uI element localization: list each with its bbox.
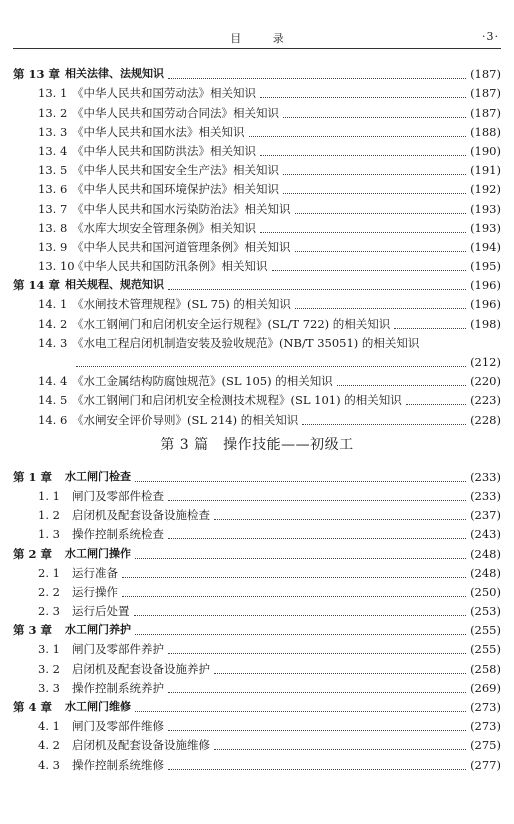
- entry-number: 13. 7: [38, 201, 68, 216]
- entry-number: 第 1 章: [13, 469, 53, 484]
- entry-page: (250): [470, 584, 501, 599]
- entry-number: 14. 3: [38, 335, 68, 350]
- entry-page: (258): [470, 661, 501, 676]
- dot-leader: [295, 212, 467, 214]
- dot-leader: [168, 499, 466, 501]
- entry-page: (196): [470, 278, 501, 293]
- header-title: 目 录: [230, 32, 298, 45]
- entry-title: 水工闸门养护: [65, 623, 131, 637]
- dot-leader: [122, 576, 466, 578]
- entry-number: 14. 1: [38, 297, 68, 312]
- dot-leader: [168, 652, 466, 654]
- toc-entry: [13, 714, 501, 733]
- entry-title: 《中华人民共和国河道管理条例》相关知识: [72, 239, 291, 254]
- entry-number: 13. 3: [38, 124, 68, 139]
- dot-leader: [214, 748, 466, 750]
- toc-chapter: [13, 273, 501, 292]
- dot-leader: [214, 672, 466, 674]
- entry-number: 1. 2: [38, 508, 60, 523]
- entry-title: 《中华人民共和国安全生产法》相关知识: [72, 163, 279, 178]
- entry-page: (187): [470, 86, 501, 101]
- entry-page: (196): [470, 297, 501, 312]
- page-number: ·3·: [482, 30, 499, 43]
- entry-number: 3. 2: [38, 661, 60, 676]
- toc-entry: [13, 158, 501, 177]
- toc-entry: [13, 120, 501, 139]
- entry-page: (233): [470, 488, 501, 503]
- entry-title: 闸门及零部件检查: [72, 488, 164, 503]
- entry-title: 启闭机及配套设备设施养护: [72, 661, 210, 676]
- toc-list-part3: [13, 465, 501, 772]
- entry-title: 启闭机及配套设备设施维修: [72, 738, 210, 753]
- entry-number: 13. 8: [38, 220, 68, 235]
- toc-entry: [13, 676, 501, 695]
- entry-number: 4. 3: [38, 757, 60, 772]
- entry-title: 运行准备: [72, 565, 118, 580]
- entry-title: 水工闸门维修: [65, 700, 131, 714]
- toc-entry: [13, 656, 501, 675]
- entry-title: 闸门及零部件维修: [72, 719, 164, 734]
- entry-title: 相关规程、规范知识: [65, 278, 164, 292]
- entry-page: (248): [470, 546, 501, 561]
- toc-entry: [13, 522, 501, 541]
- entry-title: 操作控制系统养护: [72, 680, 164, 695]
- dot-leader: [283, 116, 466, 118]
- dot-leader: [337, 384, 466, 386]
- dot-leader: [260, 154, 466, 156]
- entry-number: 4. 2: [38, 738, 60, 753]
- entry-page: (228): [470, 412, 501, 427]
- dot-leader: [134, 614, 467, 616]
- entry-number: 13. 2: [38, 105, 68, 120]
- entry-title: 《中华人民共和国水污染防治法》相关知识: [72, 201, 291, 216]
- toc-entry: [13, 388, 501, 407]
- dot-leader: [135, 633, 466, 635]
- toc-entry: [13, 292, 501, 311]
- entry-number: 14. 2: [38, 316, 68, 331]
- toc-entry: [13, 407, 501, 426]
- toc-entry: [13, 733, 501, 752]
- entry-number: 1. 3: [38, 527, 60, 542]
- entry-number: 14. 5: [38, 393, 68, 408]
- entry-title: 操作控制系统维修: [72, 757, 164, 772]
- dot-leader: [135, 480, 466, 482]
- entry-title: 启闭机及配套设备设施检查: [72, 508, 210, 523]
- toc-chapter: [13, 465, 501, 484]
- toc-chapter: [13, 62, 501, 81]
- page-header: [13, 28, 501, 49]
- toc-entry: [13, 561, 501, 580]
- entry-page: (237): [470, 508, 501, 523]
- toc-entry: [13, 599, 501, 618]
- entry-page: (277): [470, 757, 501, 772]
- toc-entry: [13, 254, 501, 273]
- toc-entry-line: [38, 331, 501, 350]
- dot-leader: [135, 710, 466, 712]
- dot-leader: [295, 307, 466, 309]
- dot-leader: [168, 768, 466, 770]
- dot-leader: [122, 595, 466, 597]
- entry-number: 14. 6: [38, 412, 68, 427]
- toc-entry: [13, 196, 501, 215]
- entry-page: (255): [470, 623, 501, 638]
- entry-number: 2. 2: [38, 584, 60, 599]
- entry-page: (193): [470, 220, 501, 235]
- entry-page: (275): [470, 738, 501, 753]
- entry-title: 《水工金属结构防腐蚀规范》(SL 105) 的相关知识: [72, 374, 333, 389]
- entry-page: (248): [470, 565, 501, 580]
- entry-number: 13. 5: [38, 163, 68, 178]
- entry-number: 4. 1: [38, 719, 60, 734]
- entry-page: (188): [470, 124, 501, 139]
- dot-leader: [135, 557, 466, 559]
- entry-title: 《中华人民共和国防洪法》相关知识: [72, 143, 256, 158]
- dot-leader: [214, 518, 466, 520]
- dot-leader: [272, 269, 467, 271]
- part-heading: 第 3 篇 操作技能——初级工: [160, 436, 354, 453]
- entry-number: 第 14 章: [13, 278, 61, 293]
- dot-leader: [168, 288, 466, 290]
- entry-page: (191): [470, 163, 501, 178]
- toc-entry: [13, 752, 501, 771]
- entry-number: 3. 1: [38, 642, 60, 657]
- entry-title: 《水库大坝安全管理条例》相关知识: [72, 220, 256, 235]
- dot-leader: [302, 423, 466, 425]
- toc-entry: [13, 311, 501, 330]
- dot-leader: [168, 77, 466, 79]
- entry-page: (273): [470, 700, 501, 715]
- toc-entry-line: [38, 350, 501, 369]
- entry-title: 操作控制系统检查: [72, 527, 164, 542]
- entry-number: 3. 3: [38, 680, 60, 695]
- entry-page: (253): [470, 604, 501, 619]
- toc-entry: [13, 81, 501, 100]
- dot-leader: [249, 135, 467, 137]
- entry-number: 第 4 章: [13, 700, 53, 715]
- entry-number: 1. 1: [38, 488, 60, 503]
- dot-leader: [260, 96, 466, 98]
- dot-leader: [168, 537, 466, 539]
- entry-title: 《中华人民共和国防汛条例》相关知识: [72, 259, 268, 274]
- entry-page: (187): [470, 105, 501, 120]
- entry-number: 13. 10: [38, 259, 75, 274]
- toc-chapter: [13, 695, 501, 714]
- toc-entry: [13, 637, 501, 656]
- entry-page: (223): [470, 393, 501, 408]
- dot-leader: [295, 250, 467, 252]
- dot-leader: [394, 327, 466, 329]
- entry-title: 《水闸安全评价导则》(SL 214) 的相关知识: [72, 412, 299, 427]
- entry-title: 《中华人民共和国水法》相关知识: [72, 124, 245, 139]
- entry-page: (195): [470, 259, 501, 274]
- entry-page: (255): [470, 642, 501, 657]
- entry-title: 运行操作: [72, 584, 118, 599]
- entry-number: 13. 9: [38, 239, 68, 254]
- entry-page: (233): [470, 469, 501, 484]
- dot-leader: [260, 231, 466, 233]
- entry-title: 运行后处置: [72, 604, 130, 619]
- dot-leader: [168, 729, 466, 731]
- entry-page: (220): [470, 374, 501, 389]
- entry-number: 13. 1: [38, 86, 68, 101]
- entry-title: 《水闸技术管理规程》(SL 75) 的相关知识: [72, 297, 291, 312]
- entry-title: 《水工钢闸门和启闭机安全检测技术规程》(SL 101) 的相关知识: [72, 393, 402, 408]
- entry-number: 13. 4: [38, 143, 68, 158]
- entry-number: 第 2 章: [13, 546, 53, 561]
- entry-page: (194): [470, 239, 501, 254]
- entry-title: 相关法律、法规知识: [65, 67, 164, 81]
- entry-page: (187): [470, 67, 501, 82]
- entry-page: (193): [470, 201, 501, 216]
- entry-title: 《水电工程启闭机制造安装及验收规范》(NB/T 35051) 的相关知识: [72, 335, 420, 350]
- toc-list-part2: [13, 62, 501, 427]
- toc-chapter: [13, 541, 501, 560]
- entry-page: (190): [470, 143, 501, 158]
- toc-entry: [13, 139, 501, 158]
- entry-page: (198): [470, 316, 501, 331]
- dot-leader: [283, 173, 466, 175]
- entry-page: (269): [470, 680, 501, 695]
- entry-number: 14. 4: [38, 374, 68, 389]
- dot-leader: [283, 192, 466, 194]
- entry-title: 《中华人民共和国环境保护法》相关知识: [72, 182, 279, 197]
- toc-entry: [13, 580, 501, 599]
- toc-entry: [13, 216, 501, 235]
- toc-chapter: [13, 618, 501, 637]
- entry-title: 水工闸门操作: [65, 546, 131, 560]
- entry-page: (273): [470, 719, 501, 734]
- toc-entry: [13, 235, 501, 254]
- entry-page: (192): [470, 182, 501, 197]
- entry-number: 第 13 章: [13, 67, 61, 82]
- entry-title: 水工闸门检查: [65, 469, 131, 483]
- entry-title: 《水工钢闸门和启闭机安全运行规程》(SL/T 722) 的相关知识: [72, 316, 391, 331]
- entry-title: 《中华人民共和国劳动法》相关知识: [72, 86, 256, 101]
- entry-title: 闸门及零部件养护: [72, 642, 164, 657]
- entry-page: (212): [470, 355, 501, 370]
- entry-number: 2. 3: [38, 604, 60, 619]
- entry-number: 2. 1: [38, 565, 60, 580]
- entry-number: 13. 6: [38, 182, 68, 197]
- toc-entry: [13, 369, 501, 388]
- toc-entry: [13, 331, 501, 369]
- toc-entry: [13, 177, 501, 196]
- dot-leader: [406, 403, 466, 405]
- entry-page: (243): [470, 527, 501, 542]
- toc-entry: [13, 100, 501, 119]
- toc-entry: [13, 484, 501, 503]
- dot-leader: [168, 691, 466, 693]
- dot-leader: [76, 365, 466, 367]
- entry-number: 第 3 章: [13, 623, 53, 638]
- toc-entry: [13, 503, 501, 522]
- entry-title: 《中华人民共和国劳动合同法》相关知识: [72, 105, 279, 120]
- table-of-contents: [13, 62, 501, 772]
